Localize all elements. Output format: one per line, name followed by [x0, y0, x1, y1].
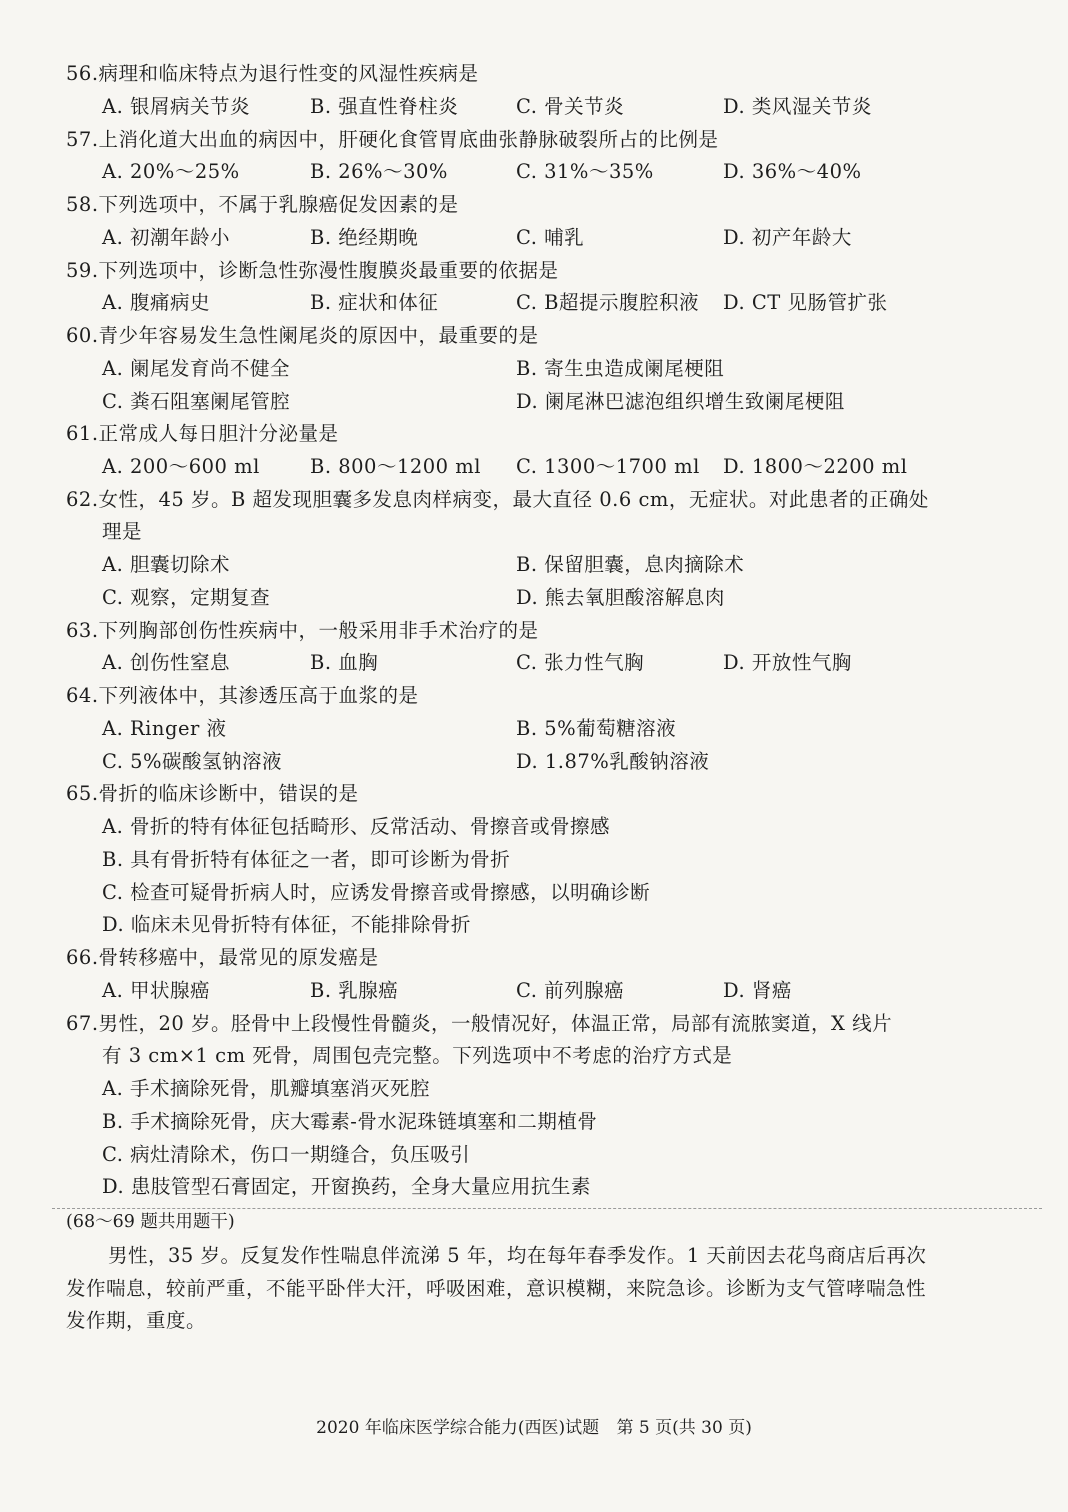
question-56-stem: 56.病理和临床特点为退行性变的风湿性疾病是 — [66, 62, 479, 85]
question-64-option-b: B. 5%葡萄糖溶液 — [516, 717, 677, 740]
shared-stem-line-2: 发作喘息，较前严重，不能平卧伴大汗，呼吸困难，意识模糊，来院急诊。诊断为支气管哮喘急性 — [66, 1277, 927, 1300]
question-67-stem: 67.男性，20 岁。胫骨中上段慢性骨髓炎，一般情况好，体温正常，局部有流脓窦道，X 线片 — [66, 1012, 893, 1035]
footer-exam-title: 2020 年临床医学综合能力(西医)试题 — [316, 1418, 600, 1438]
question-56-option-d: D. 类风湿关节炎 — [723, 95, 872, 118]
question-62-option-a: A. 胆囊切除术 — [102, 553, 230, 576]
question-61-option-a: A. 200～600 ml — [102, 455, 260, 478]
question-57-option-d: D. 36%～40% — [723, 160, 862, 183]
question-63-option-a: A. 创伤性窒息 — [102, 651, 230, 674]
question-60-stem: 60.青少年容易发生急性阑尾炎的原因中，最重要的是 — [66, 324, 539, 347]
question-62-stem: 62.女性，45 岁。B 超发现胆囊多发息肉样病变，最大直径 0.6 cm，无症状。对此患者的正确处 — [66, 488, 929, 511]
question-65-option-a: A. 骨折的特有体征包括畸形、反常活动、骨擦音或骨擦感 — [102, 815, 610, 838]
question-59-option-a: A. 腹痛病史 — [102, 291, 210, 314]
question-66-option-a: A. 甲状腺癌 — [102, 979, 210, 1002]
question-66-option-d: D. 肾癌 — [723, 979, 792, 1002]
question-63-option-d: D. 开放性气胸 — [723, 651, 852, 674]
question-63-stem: 63.下列胸部创伤性疾病中，一般采用非手术治疗的是 — [66, 619, 539, 642]
shared-stem-line-1: 男性，35 岁。反复发作性喘息伴流涕 5 年，均在每年春季发作。1 天前因去花鸟商店后再次 — [108, 1244, 927, 1267]
question-65-option-b: B. 具有骨折特有体征之一者，即可诊断为骨折 — [102, 848, 511, 871]
question-64-option-a: A. Ringer 液 — [102, 717, 227, 740]
question-60-option-c: C. 粪石阻塞阑尾管腔 — [102, 390, 291, 413]
question-58-option-a: A. 初潮年龄小 — [102, 226, 230, 249]
shared-stem-line-3: 发作期，重度。 — [66, 1309, 207, 1332]
page-footer — [0, 1416, 1068, 1440]
shared-stem-heading: (68～69 题共用题干) — [66, 1212, 235, 1232]
question-65-stem: 65.骨折的临床诊断中，错误的是 — [66, 782, 359, 805]
question-62-stem-continued: 理是 — [102, 520, 143, 543]
question-66-stem: 66.骨转移癌中，最常见的原发癌是 — [66, 946, 379, 969]
question-58-option-b: B. 绝经期晚 — [310, 226, 419, 249]
question-56-option-a: A. 银屑病关节炎 — [102, 95, 250, 118]
question-62-option-b: B. 保留胆囊，息肉摘除术 — [516, 553, 745, 576]
footer-page-number: 第 5 页(共 30 页) — [616, 1418, 752, 1438]
question-67-option-a: A. 手术摘除死骨，肌瓣填塞消灭死腔 — [102, 1077, 430, 1100]
question-64-stem: 64.下列液体中，其渗透压高于血浆的是 — [66, 684, 419, 707]
question-60-option-d: D. 阑尾淋巴滤泡组织增生致阑尾梗阻 — [516, 390, 845, 413]
question-58-stem: 58.下列选项中，不属于乳腺癌促发因素的是 — [66, 193, 459, 216]
question-67-option-c: C. 病灶清除术，伤口一期缝合，负压吸引 — [102, 1143, 471, 1166]
question-59-stem: 59.下列选项中，诊断急性弥漫性腹膜炎最重要的依据是 — [66, 259, 559, 282]
question-57-option-b: B. 26%～30% — [310, 160, 448, 183]
question-66-option-b: B. 乳腺癌 — [310, 979, 399, 1002]
question-62-option-d: D. 熊去氧胆酸溶解息肉 — [516, 586, 725, 609]
question-63-option-b: B. 血胸 — [310, 651, 379, 674]
question-61-stem: 61.正常成人每日胆汁分泌量是 — [66, 422, 339, 445]
question-58-option-c: C. 哺乳 — [516, 226, 585, 249]
question-56-option-b: B. 强直性脊柱炎 — [310, 95, 459, 118]
question-63-option-c: C. 张力性气胸 — [516, 651, 645, 674]
question-64-option-d: D. 1.87%乳酸钠溶液 — [516, 750, 710, 773]
question-67-stem-continued: 有 3 cm×1 cm 死骨，周围包壳完整。下列选项中不考虑的治疗方式是 — [102, 1044, 733, 1067]
question-66-option-c: C. 前列腺癌 — [516, 979, 625, 1002]
question-56-option-c: C. 骨关节炎 — [516, 95, 625, 118]
question-57-stem: 57.上消化道大出血的病因中，肝硬化食管胃底曲张静脉破裂所占的比例是 — [66, 128, 719, 151]
question-61-option-b: B. 800～1200 ml — [310, 455, 481, 478]
question-64-option-c: C. 5%碳酸氢钠溶液 — [102, 750, 283, 773]
question-61-option-c: C. 1300～1700 ml — [516, 455, 700, 478]
question-65-option-c: C. 检查可疑骨折病人时，应诱发骨擦音或骨擦感，以明确诊断 — [102, 881, 651, 904]
question-60-option-b: B. 寄生虫造成阑尾梗阻 — [516, 357, 725, 380]
question-57-option-a: A. 20%～25% — [102, 160, 240, 183]
question-59-option-d: D. CT 见肠管扩张 — [723, 291, 888, 314]
question-67-option-b: B. 手术摘除死骨，庆大霉素-骨水泥珠链填塞和二期植骨 — [102, 1110, 598, 1133]
question-60-option-a: A. 阑尾发育尚不健全 — [102, 357, 290, 380]
question-61-option-d: D. 1800～2200 ml — [723, 455, 908, 478]
question-67-option-d: D. 患肢管型石膏固定，开窗换药，全身大量应用抗生素 — [102, 1175, 591, 1198]
question-59-option-b: B. 症状和体征 — [310, 291, 439, 314]
question-62-option-c: C. 观察，定期复查 — [102, 586, 271, 609]
question-65-option-d: D. 临床未见骨折特有体征，不能排除骨折 — [102, 913, 471, 936]
question-58-option-d: D. 初产年龄大 — [723, 226, 852, 249]
question-57-option-c: C. 31%～35% — [516, 160, 654, 183]
question-59-option-c: C. B超提示腹腔积液 — [516, 291, 699, 314]
